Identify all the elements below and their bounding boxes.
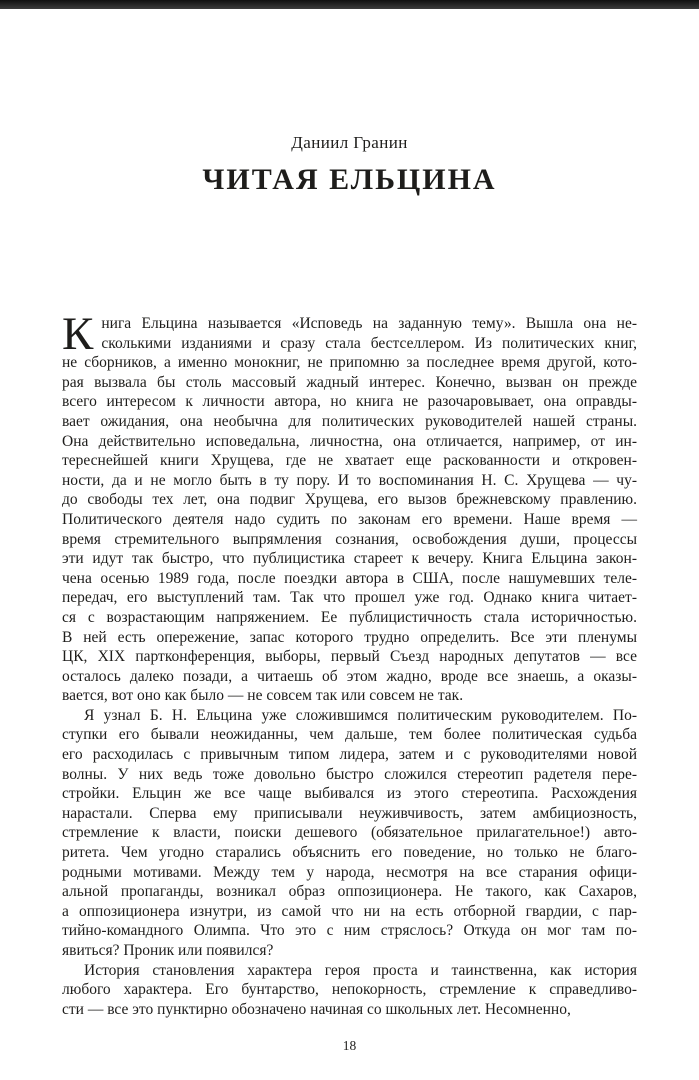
paragraph — [62, 706, 637, 961]
text-line: осталось далеко позади, а читаешь об этом жадно, вроде все знаешь, а оказы- — [62, 667, 637, 685]
text-line: стремление к власти, поиски дешевого (обязательное прилагательное!) авто- — [62, 824, 637, 842]
text-line: Она действительно исповедальна, личностна, она отличается, например, от ин- — [62, 432, 637, 450]
text-line: нарастали. Сперва ему приписывали неуживчивость, затем амбициозность, — [62, 804, 637, 822]
text-line: не сборников, а именно монокниг, не припомню за последнее время другой, кото- — [62, 354, 637, 372]
text-line: стройки. Ельцин же все чаще выбивался из этого стереотипа. Расхождения — [62, 785, 637, 803]
text-line: чена осенью 1989 года, после поездки автора в США, после нашумевших теле- — [62, 569, 637, 587]
text-line: время стремительного выпрямления сознания, освобождения души, процессы — [62, 530, 637, 548]
text-line: ЦК, XIX партконференция, выборы, первый Съезд народных депутатов — все — [62, 648, 637, 666]
text-line: Я узнал Б. Н. Ельцина уже сложившимся политическим руководителем. По- — [84, 706, 637, 724]
text-line: всего интересом к личности автора, но книга не разочаровывает, она оправды- — [62, 393, 637, 411]
text-line: тийно-командного Олимпа. Что это с ним стряслось? Откуда он мог там по- — [62, 922, 637, 940]
paragraph — [62, 308, 637, 706]
text-line: История становления характера героя проста и таинственна, как история — [84, 961, 637, 979]
text-line: явиться? Проник или появился? — [62, 942, 274, 959]
text-line: передач, его выступлений там. Так что прошел уже год. Однако книга читает- — [62, 589, 637, 607]
text-line: любого характера. Его бунтарство, непокорность, стремление к справедливо- — [62, 981, 637, 999]
drop-cap: К — [62, 308, 94, 360]
text-line: родными мотивами. Между тем у народа, несмотря на все старания офици- — [62, 863, 637, 881]
text-line: тереснейшей книги Хрущева, где не хватает еще раскованности и откровен- — [62, 452, 637, 470]
text-line: ступки его бывали неожиданны, чем дальше, тем более политическая судьба — [62, 726, 637, 744]
text-line: эти идут так быстро, что публицистика стареет к вечеру. Книга Ельцина закон- — [62, 550, 637, 568]
page-top-edge — [0, 0, 699, 9]
author-name: Даниил Гранин — [291, 133, 408, 152]
text-line: В ней есть опережение, запас которого трудно определить. Все эти пленумы — [62, 628, 637, 646]
text-line: альной пропаганды, возникал образ оппозиционера. Не такого, как Сахаров, — [62, 883, 637, 901]
text-line: ся с возрастающим напряжением. Ее публицистичность стала историчностью. — [62, 608, 637, 626]
chapter-title: ЧИТАЯ ЕЛЬЦИНА — [202, 163, 497, 196]
text-line: Политического деятеля надо судить по законам его времени. Наше время — — [62, 510, 637, 528]
page-number: 18 — [342, 1038, 357, 1053]
text-line: его расходилась с привычным типом лидера, затем и с руководителями новой — [62, 746, 637, 764]
text-line: сти — все это пунктирно обозначено начиная со школьных лет. Несомненно, — [62, 1000, 571, 1018]
text-line: ритета. Чем угодно старались объяснить его поведение, но только не благо- — [62, 844, 637, 862]
text-line: вается, вот оно как было — не совсем так или совсем не так. — [62, 687, 464, 705]
paragraph — [62, 961, 637, 1020]
text-line: вает ожидания, она необычна для политических руководителей нашей страны. — [62, 412, 637, 430]
text-line: а оппозиционера изнутри, из самой что ни на есть отборной гвардии, с пар- — [62, 902, 637, 920]
text-line: волны. У них ведь тоже довольно быстро сложился стереотип радетеля пере- — [62, 765, 637, 783]
text-line: сколькими изданиями и сразу стала бестселлером. Из политических книг, — [101, 334, 637, 352]
body-text — [62, 308, 637, 1019]
text-line: ности, да и не могло быть в ту пору. И то воспоминания Н. С. Хрущева — чу- — [62, 471, 637, 489]
text-line: рая вызвала бы столь массовый жадный интерес. Конечно, вызван он прежде — [62, 373, 637, 391]
text-line: нига Ельцина называется «Исповедь на заданную тему». Вышла она не- — [101, 315, 637, 332]
text-line: до свободы тех лет, она подвиг Хрущева, его вызов брежневскому правлению. — [62, 491, 637, 509]
